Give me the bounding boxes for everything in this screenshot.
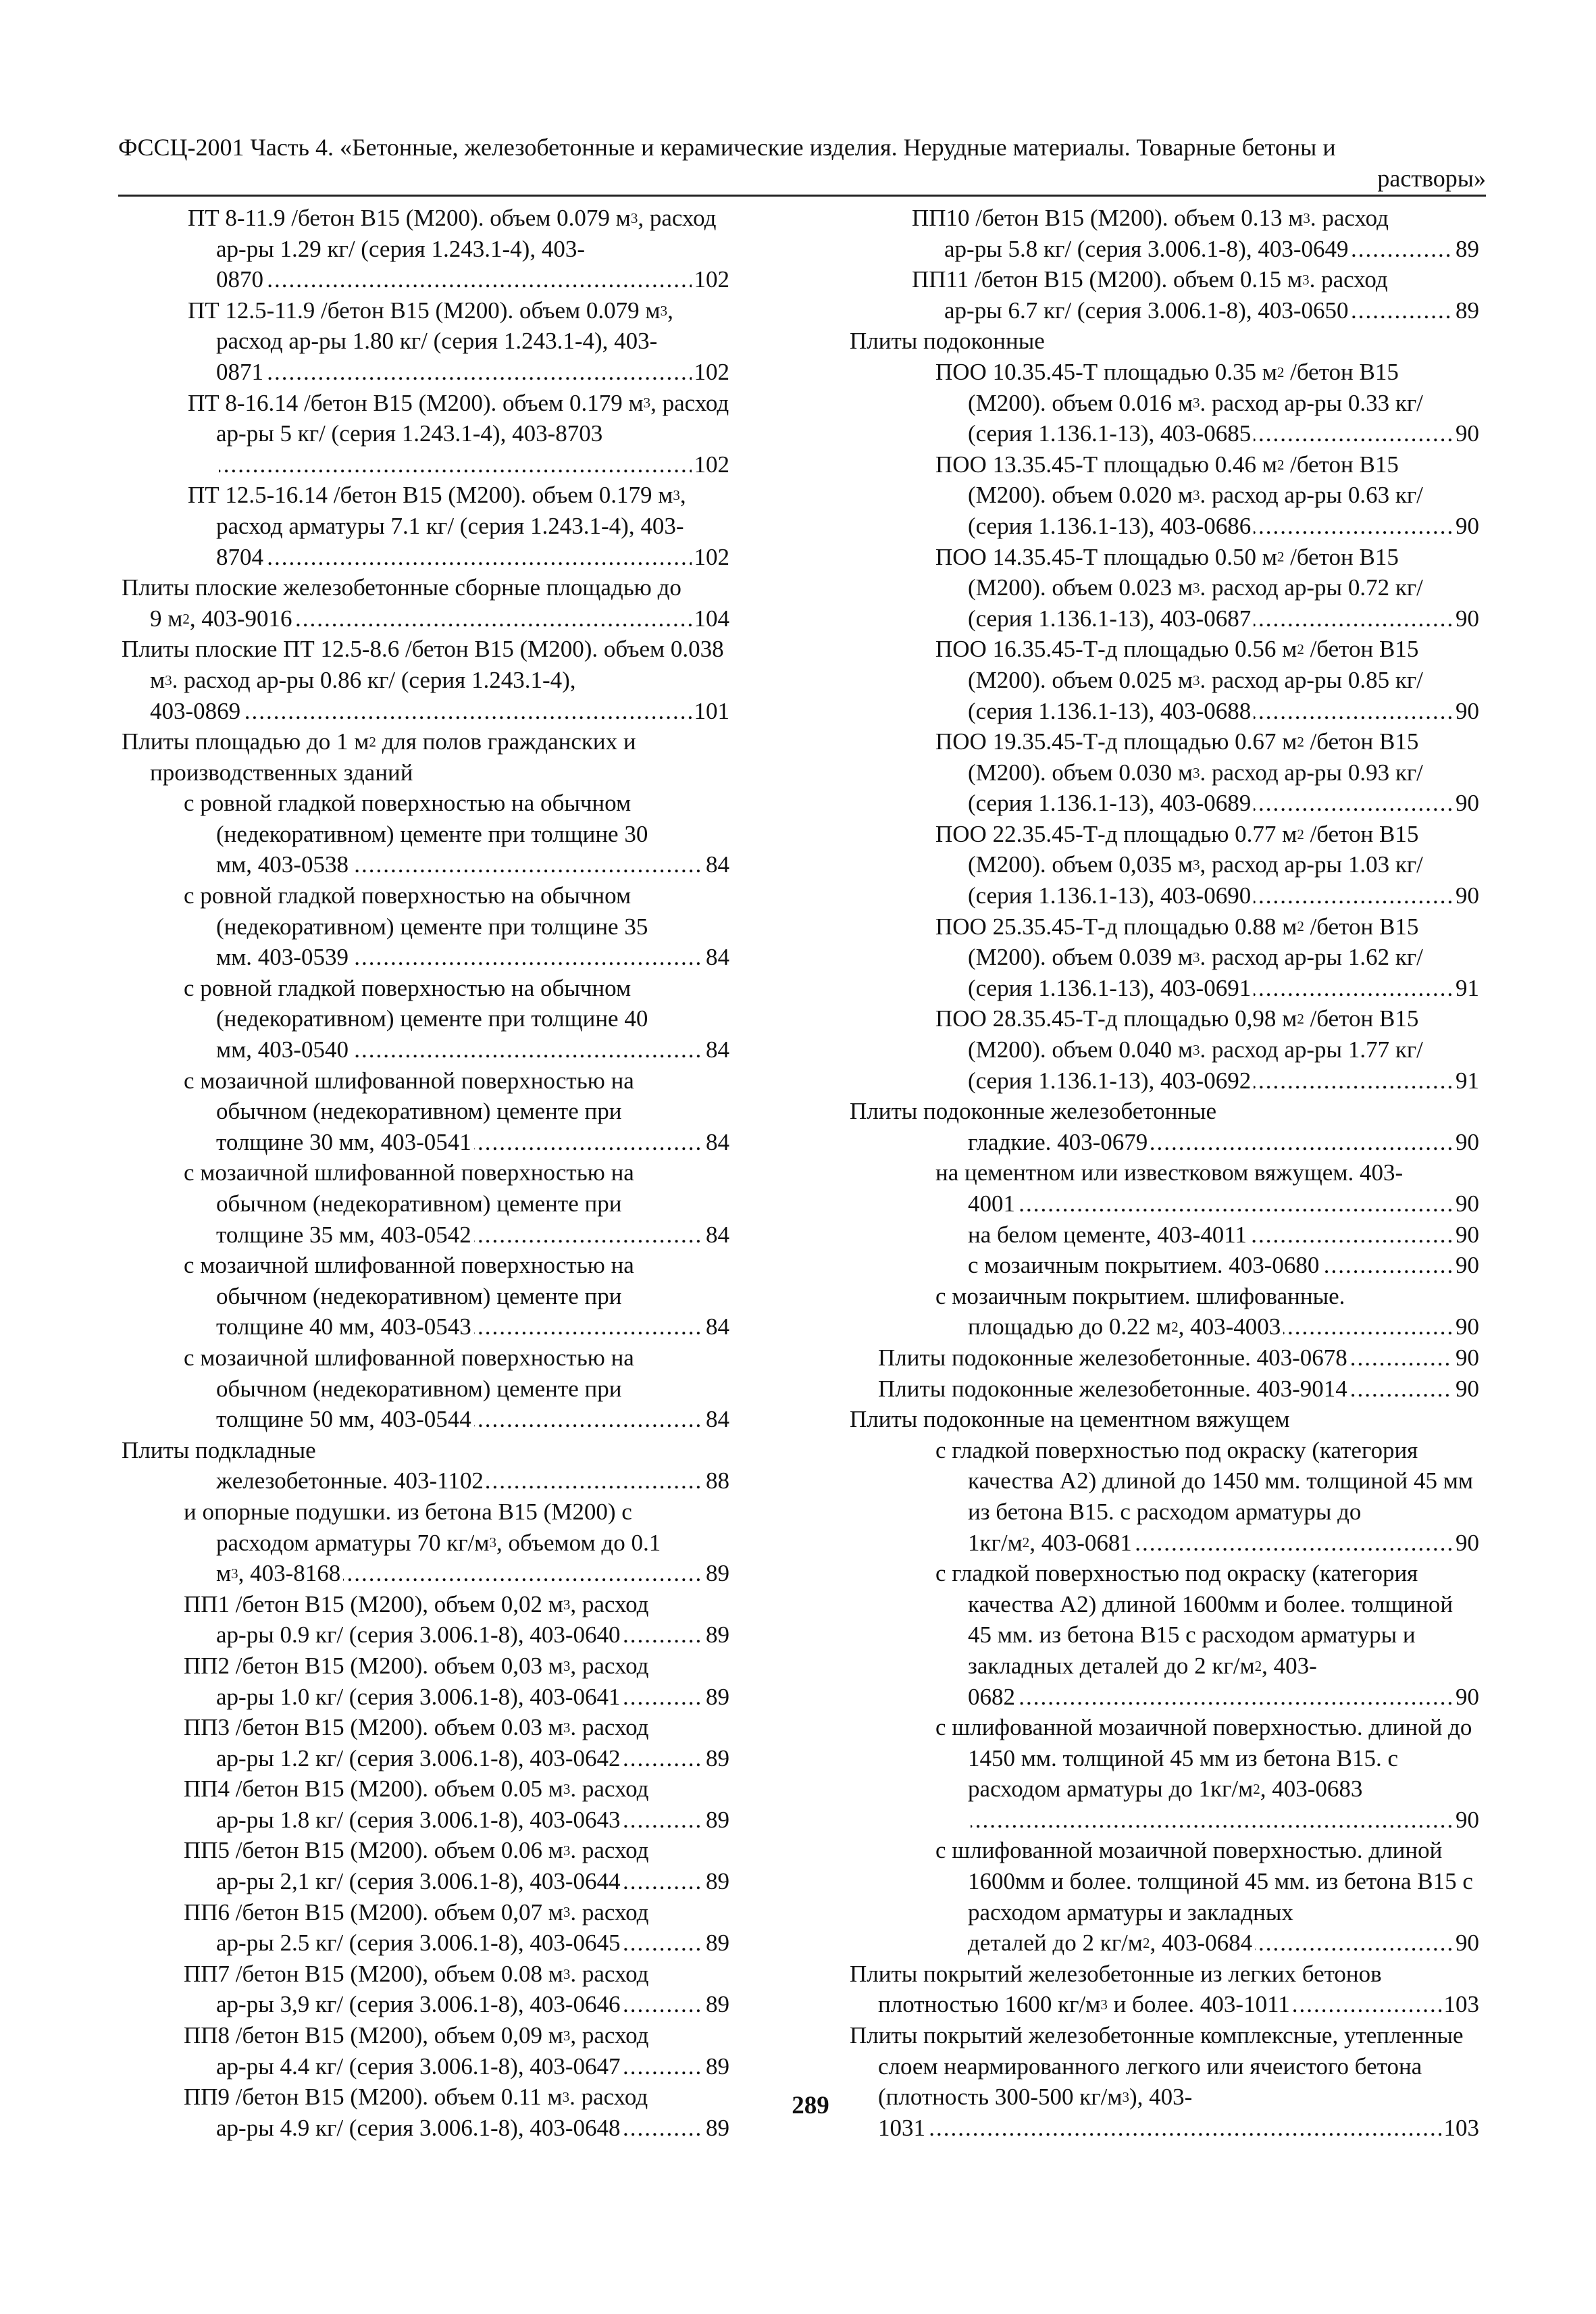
index-entry <box>122 1651 729 1712</box>
entry-leader-line <box>968 1928 1479 1959</box>
entry-leader-line <box>216 1928 729 1959</box>
entry-page-ref: 89 <box>703 1866 729 1897</box>
entry-text: ПОО 14.35.45-Т площадью 0.50 $м^2$ /бетон В15 (М200). объем 0.023 $м^3$. расход ар-ры 0.72 кг/ <box>935 543 1423 601</box>
entry-page-ref: 101 <box>692 696 730 727</box>
index-entry <box>122 880 729 973</box>
entry-tail: с мозаичным покрытием. 403-0680 <box>968 1252 1322 1278</box>
entry-tail: толщине 50 мм, 403-0544 <box>216 1406 474 1432</box>
entry-text: Плиты подкладные <box>122 1436 316 1463</box>
index-entry <box>122 1065 729 1158</box>
entry-tail: ар-ры 2,1 кг/ (серия 3.006.1-8), 403-0644 <box>216 1868 623 1894</box>
entry-tail: на белом цементе, 403-4011 <box>968 1222 1250 1248</box>
index-entry <box>850 634 1479 726</box>
entry-leader-line <box>968 880 1479 911</box>
entry-page-ref: 90 <box>1453 1311 1479 1342</box>
entry-text: с ровной гладкой поверхностью на обычном (недекоративном) цементе при толщине 30 <box>184 790 648 847</box>
entry-leader-line <box>216 1682 729 1713</box>
entry-tail: Плиты подоконные железобетонные. 403-9014 <box>878 1376 1350 1402</box>
entry-page-ref: 84 <box>703 1127 729 1158</box>
index-entry <box>122 2020 729 2082</box>
index-entry <box>122 1465 729 1496</box>
entry-page-ref: 89 <box>703 1805 729 1836</box>
entry-page-ref: 90 <box>1453 788 1479 819</box>
index-entry <box>850 1096 1479 1127</box>
entry-text: Плиты подоконные на цементном вяжущем <box>850 1406 1290 1433</box>
entry-page-ref: 89 <box>1453 295 1479 326</box>
entry-tail: толщине 35 мм, 403-0542 <box>216 1222 474 1248</box>
entry-page-ref: 84 <box>703 1311 729 1342</box>
entry-leader-line <box>216 1219 729 1251</box>
entry-text: ПТ 12.5-11.9 /бетон В15 (М200). объем 0.079 $м^3$, расход ар-ры 1.80 кг/ (серия 1.243.1-4), 403- <box>188 297 673 355</box>
entry-leader-line <box>968 511 1479 542</box>
entry-text: Плиты площадью до 1 $м^2$ для полов гражданских и производственных зданий <box>122 728 636 786</box>
entry-page-ref: 102 <box>692 264 730 295</box>
entry-page-ref: 90 <box>1453 1682 1479 1713</box>
entry-tail: ар-ры 1.2 кг/ (серия 3.006.1-8), 403-0642 <box>216 1745 623 1771</box>
entry-leader-line <box>968 1805 1479 1836</box>
entry-text: с ровной гладкой поверхностью на обычном (недекоративном) цементе при толщине 35 <box>184 882 648 940</box>
entry-page-ref: 102 <box>692 357 730 388</box>
entry-page-ref: 90 <box>1453 1805 1479 1836</box>
entry-text: Плиты покрытий железобетонные комплексные, утепленные слоем неармированного легкого или ячеистого бетона (плотность 300-500 $кг/м^3$), 403- <box>850 2022 1464 2111</box>
entry-text: с гладкой поверхностью под окраску (категория качества А2) длиной 1600мм и более. толщиной 45 мм. из бетона В15 с расходом арматуры и закладных деталей до 2 $кг/м^2$, 403- <box>935 1560 1453 1679</box>
entry-leader-line <box>216 357 729 388</box>
index-entry <box>850 1374 1479 1405</box>
index-entry <box>122 1959 729 2020</box>
index-entry <box>122 1712 729 1774</box>
entry-text: с гладкой поверхностью под окраску (категория качества А2) длиной до 1450 мм. толщиной 45 мм из бетона В15. с расходом арматуры до <box>935 1436 1474 1525</box>
entry-tail: (серия 1.136.1-13), 403-0691 <box>968 975 1254 1001</box>
entry-leader-line <box>216 1619 729 1651</box>
entry-page-ref: 90 <box>1453 1928 1479 1959</box>
entry-tail: гладкие. 403-0679 <box>968 1129 1150 1155</box>
entry-text: ПОО 10.35.45-Т площадью 0.35 $м^2$ /бетон В15 (М200). объем 0.016 $м^3$. расход ар-ры 0.33 кг/ <box>935 358 1423 416</box>
entry-text: ПП4 /бетон В15 (М200). объем 0.05 $м^3$. расход <box>184 1776 649 1803</box>
header-line-2: растворы» <box>1377 165 1486 192</box>
entry-leader-line <box>216 1866 729 1897</box>
entry-leader-line <box>878 1989 1479 2020</box>
entry-leader-line <box>216 1127 729 1158</box>
entry-text: Плиты плоские железобетонные сборные площадью до <box>122 574 681 601</box>
entry-page-ref: 91 <box>1453 973 1479 1004</box>
header-rule <box>118 195 1486 197</box>
entry-text: ПП5 /бетон В15 (М200). объем 0.06 $м^3$. расход <box>184 1837 649 1864</box>
index-entry <box>850 264 1479 326</box>
entry-page-ref: 103 <box>1441 1989 1480 2020</box>
entry-tail: (серия 1.136.1-13), 403-0686 <box>968 513 1254 539</box>
entry-text: ПОО 28.35.45-Т-д площадью 0,98 $м^2$ /бетон В15 (М200). объем 0.040 $м^3$. расход ар-ры 1.77 кг/ <box>935 1005 1423 1063</box>
entry-page-ref: 90 <box>1453 603 1479 634</box>
entry-text: ПТ 8-11.9 /бетон В15 (М200). объем 0.079 $м^3$, расход ар-ры 1.29 кг/ (серия 1.243.1-4), 403- <box>188 205 717 262</box>
index-entry <box>122 480 729 572</box>
index-entry <box>122 973 729 1065</box>
entry-page-ref: 104 <box>692 603 730 634</box>
entry-text: ПТ 8-16.14 /бетон В15 (М200). объем 0.179 $м^3$, расход ар-ры 5 кг/ (серия 1.243.1-4), 403-8703 <box>188 389 729 447</box>
entry-tail <box>216 451 219 478</box>
entry-text: с шлифованной мозаичной поверхностью. длиной до 1450 мм. толщиной 45 мм из бетона В15. с расходом арматуры до $1кг/м^2$, 403-0683 <box>935 1714 1472 1803</box>
entry-page-ref: 90 <box>1453 1528 1479 1559</box>
entry-tail: (серия 1.136.1-13), 403-0685 <box>968 420 1254 447</box>
entry-page-ref: 90 <box>1453 418 1479 449</box>
entry-leader-line <box>968 418 1479 449</box>
index-entry <box>850 357 1479 449</box>
index-entry <box>122 1835 729 1896</box>
index-entry <box>122 1589 729 1651</box>
entry-tail: плотностью 1600 $кг/м^3$ и более. 403-1011 <box>878 1991 1293 2017</box>
index-entry <box>850 1127 1479 1158</box>
entry-leader-line <box>216 1805 729 1836</box>
index-entry <box>122 572 729 634</box>
entry-tail: толщине 30 мм, 403-0541 <box>216 1129 474 1155</box>
entry-page-ref: 89 <box>703 1619 729 1651</box>
entry-text: ПП6 /бетон В15 (М200). объем 0,07 $м^3$. расход <box>184 1898 649 1926</box>
entry-leader-line <box>216 264 729 295</box>
entry-text: ПОО 25.35.45-Т-д площадью 0.88 $м^2$ /бетон В15 (М200). объем 0.039 $м^3$. расход ар-ры 1.62 кг/ <box>935 913 1423 971</box>
entry-page-ref: 90 <box>1453 511 1479 542</box>
entry-leader-line <box>216 849 729 880</box>
entry-page-ref: 89 <box>703 1989 729 2020</box>
entry-page-ref: 90 <box>1453 1250 1479 1281</box>
index-entry <box>850 326 1479 357</box>
entry-page-ref: 89 <box>703 1743 729 1774</box>
entry-text: ПОО 13.35.45-Т площадью 0.46 $м^2$ /бетон В15 (М200). объем 0.020 $м^3$. расход ар-ры 0.63 кг/ <box>935 451 1423 509</box>
entry-leader-line <box>968 1127 1479 1158</box>
entry-page-ref: 89 <box>703 1558 729 1589</box>
entry-text: ПОО 22.35.45-Т-д площадью 0.77 $м^2$ /бетон В15 (М200). объем 0,035 $м^3$, расход ар-ры 1.03 кг/ <box>935 820 1423 878</box>
entry-leader-line <box>968 603 1479 634</box>
entry-page-ref: 89 <box>703 2113 729 2144</box>
entry-leader-line <box>968 1219 1479 1251</box>
index-entry <box>122 1250 729 1342</box>
entry-tail: 1031 <box>878 2115 928 2141</box>
entry-text: ПП9 /бетон В15 (М200). объем 0.11 $м^3$. расход <box>184 2084 648 2111</box>
entry-text: Плиты подоконные железобетонные <box>850 1098 1217 1125</box>
entry-text: ПП11 /бетон В15 (М200). объем 0.15 $м^3$. расход <box>912 266 1388 293</box>
entry-tail: мм. 403-0539 <box>216 944 351 970</box>
index-entry <box>850 1281 1479 1342</box>
index-entry <box>850 449 1479 542</box>
index-entry <box>122 1496 729 1589</box>
entry-tail: (серия 1.136.1-13), 403-0690 <box>968 882 1254 909</box>
entry-page-ref: 90 <box>1453 1127 1479 1158</box>
entry-tail: (серия 1.136.1-13), 403-0689 <box>968 790 1254 816</box>
entry-leader-line <box>216 1034 729 1065</box>
entry-page-ref: 88 <box>703 1465 729 1496</box>
index-entry <box>122 2082 729 2143</box>
entry-text: и опорные подушки. из бетона В15 (М200) с расходом арматуры 70 $кг/м^3$, объемом до 0.1 <box>184 1498 661 1556</box>
entry-tail: (серия 1.136.1-13), 403-0688 <box>968 698 1254 724</box>
index-entry <box>122 1774 729 1835</box>
entry-leader-line <box>878 2113 1479 2144</box>
entry-page-ref: 84 <box>703 849 729 880</box>
index-entry <box>850 1435 1479 1558</box>
entry-page-ref: 90 <box>1453 880 1479 911</box>
entry-leader-line <box>944 295 1479 326</box>
entry-tail: площадью до 0.22 $м^2$, 403-4003 <box>968 1313 1283 1340</box>
entry-leader-line <box>216 1404 729 1435</box>
entry-page-ref: 89 <box>1453 234 1479 265</box>
entry-text: с мозаичной шлифованной поверхностью на обычном (недекоративном) цементе при <box>184 1252 634 1309</box>
entry-text: ПП8 /бетон В15 (М200), объем 0,09 $м^3$, расход <box>184 2022 649 2049</box>
entry-leader-line <box>216 1465 729 1496</box>
entry-page-ref: 84 <box>703 1404 729 1435</box>
entry-page-ref: 89 <box>703 2051 729 2082</box>
index-entry <box>122 1435 729 1466</box>
entry-tail: мм, 403-0538 <box>216 851 351 878</box>
index-entry <box>122 295 729 388</box>
index-entry <box>850 726 1479 819</box>
entry-page-ref: 89 <box>703 1682 729 1713</box>
index-entry <box>850 2020 1479 2143</box>
entry-leader-line <box>150 603 729 634</box>
entry-tail: (серия 1.136.1-13), 403-0692 <box>968 1067 1254 1094</box>
entry-tail: 4001 <box>968 1190 1018 1217</box>
index-entry <box>122 634 729 726</box>
entry-text: ПП7 /бетон В15 (М200), объем 0.08 $м^3$. расход <box>184 1960 649 1987</box>
index-entry <box>122 1157 729 1250</box>
entry-page-ref: 103 <box>1441 2113 1480 2144</box>
entry-tail: ар-ры 4.9 кг/ (серия 3.006.1-8), 403-0648 <box>216 2115 623 2141</box>
entry-tail: 0870 <box>216 266 266 293</box>
entry-text: ПП2 /бетон В15 (М200). объем 0,03 $м^3$, расход <box>184 1652 649 1679</box>
entry-text: ПП3 /бетон В15 (М200). объем 0.03 $м^3$. расход <box>184 1714 649 1741</box>
entry-leader-line <box>216 449 729 480</box>
entry-leader-line <box>216 942 729 973</box>
index-entry <box>850 203 1479 264</box>
running-header <box>118 132 1486 194</box>
entry-tail: деталей до 2 $кг/м^2$, 403-0684 <box>968 1930 1255 1956</box>
entry-text: Плиты плоские ПТ 12.5-8.6 /бетон В15 (М200). объем 0.038 $м^3$. расход ар-ры 0.86 кг/ (серия 1.243.1-4), <box>122 636 724 693</box>
index-entry <box>850 542 1479 634</box>
entry-tail: ар-ры 1.8 кг/ (серия 3.006.1-8), 403-0643 <box>216 1807 623 1833</box>
entry-leader-line <box>216 1558 729 1589</box>
entry-tail: ар-ры 0.9 кг/ (серия 3.006.1-8), 403-0640 <box>216 1621 623 1648</box>
entry-leader-line <box>216 542 729 573</box>
entry-text: ПП10 /бетон В15 (М200). объем 0.13 $м^3$. расход <box>912 205 1389 231</box>
entry-leader-line <box>968 1065 1479 1097</box>
entry-leader-line <box>216 1311 729 1342</box>
entry-leader-line <box>968 788 1479 819</box>
index-entry <box>850 819 1479 911</box>
entry-tail: ар-ры 5.8 кг/ (серия 3.006.1-8), 403-0649 <box>944 236 1352 262</box>
entry-page-ref: 90 <box>1453 1219 1479 1251</box>
entry-leader-line <box>968 1250 1479 1281</box>
entry-tail: 0682 <box>968 1684 1018 1710</box>
entry-text: ПОО 19.35.45-Т-д площадью 0.67 $м^2$ /бетон В15 (М200). объем 0.030 $м^3$. расход ар-ры 0.93 кг/ <box>935 728 1423 786</box>
entry-leader-line <box>216 1743 729 1774</box>
entry-page-ref: 90 <box>1453 1342 1479 1374</box>
entry-page-ref: 91 <box>1453 1065 1479 1097</box>
index-entry <box>122 788 729 880</box>
entry-text: Плиты подоконные <box>850 328 1045 355</box>
entry-tail: Плиты подоконные железобетонные. 403-0678 <box>878 1344 1350 1371</box>
entry-leader-line <box>216 2051 729 2082</box>
index-column-left <box>122 203 729 2143</box>
entry-tail: 0871 <box>216 359 266 385</box>
entry-leader-line <box>216 1989 729 2020</box>
entry-text: на цементном или известковом вяжущем. 403- <box>935 1159 1404 1186</box>
index-column-right <box>850 203 1479 2143</box>
entry-text: ПП1 /бетон В15 (М200), объем 0,02 $м^3$, расход <box>184 1590 649 1617</box>
entry-leader-line <box>150 696 729 727</box>
entry-tail: ар-ры 3,9 кг/ (серия 3.006.1-8), 403-0646 <box>216 1991 623 2017</box>
index-entry <box>850 1003 1479 1096</box>
index-entry <box>850 1342 1479 1374</box>
entry-text: с мозаичной шлифованной поверхностью на обычном (недекоративном) цементе при <box>184 1067 634 1125</box>
entry-page-ref: 102 <box>692 449 730 480</box>
entry-tail: 8704 <box>216 544 266 570</box>
index-entry <box>122 726 729 788</box>
entry-page-ref: 84 <box>703 1034 729 1065</box>
entry-leader-line <box>878 1374 1479 1405</box>
entry-text: с ровной гладкой поверхностью на обычном (недекоративном) цементе при толщине 40 <box>184 974 648 1032</box>
entry-text: Плиты покрытий железобетонные из легких бетонов <box>850 1960 1382 1987</box>
index-entry <box>122 388 729 480</box>
entry-tail: $м^3$, 403-8168 <box>216 1560 343 1586</box>
index-entry <box>122 1897 729 1959</box>
index-entry <box>850 1404 1479 1435</box>
entry-tail: 403-0869 <box>150 698 243 724</box>
entry-text: ПТ 12.5-16.14 /бетон В15 (М200). объем 0.179 $м^3$, расход арматуры 7.1 кг/ (серия 1.243.1-4), 403- <box>188 482 686 539</box>
entry-tail: толщине 40 мм, 403-0543 <box>216 1313 474 1340</box>
entry-leader-line <box>968 973 1479 1004</box>
entry-leader-line <box>968 1188 1479 1219</box>
entry-page-ref: 102 <box>692 542 730 573</box>
index-entry <box>122 203 729 295</box>
entry-tail: ар-ры 2.5 кг/ (серия 3.006.1-8), 403-0645 <box>216 1930 623 1956</box>
index-entry <box>850 1959 1479 2020</box>
page-number: 289 <box>792 2092 829 2119</box>
entry-page-ref: 90 <box>1453 1374 1479 1405</box>
index-entry <box>850 1712 1479 1835</box>
entry-text: с мозаичной шлифованной поверхностью на обычном (недекоративном) цементе при <box>184 1159 634 1217</box>
entry-leader-line <box>968 696 1479 727</box>
index-entry <box>122 1342 729 1435</box>
entry-text: ПОО 16.35.45-Т-д площадью 0.56 $м^2$ /бетон В15 (М200). объем 0.025 $м^3$. расход ар-ры 0.85 кг/ <box>935 636 1423 693</box>
index-entry <box>850 1157 1479 1219</box>
index-entry <box>850 1835 1479 1958</box>
entry-leader-line <box>968 1528 1479 1559</box>
entry-tail: ар-ры 4.4 кг/ (серия 3.006.1-8), 403-0647 <box>216 2053 623 2080</box>
index-entry <box>850 911 1479 1004</box>
entry-page-ref: 90 <box>1453 696 1479 727</box>
entry-tail: ар-ры 1.0 кг/ (серия 3.006.1-8), 403-0641 <box>216 1684 623 1710</box>
index-entry <box>850 1558 1479 1712</box>
index-entry <box>850 1250 1479 1281</box>
entry-text: с мозаичным покрытием. шлифованные. <box>935 1282 1345 1309</box>
entry-page-ref: 84 <box>703 1219 729 1251</box>
entry-leader-line <box>216 2113 729 2144</box>
entry-tail: ар-ры 6.7 кг/ (серия 3.006.1-8), 403-0650 <box>944 297 1352 324</box>
entry-page-ref: 84 <box>703 942 729 973</box>
entry-tail: (серия 1.136.1-13), 403-0687 <box>968 605 1254 632</box>
entry-tail: железобетонные. 403-1102 <box>216 1467 486 1494</box>
entry-tail: мм, 403-0540 <box>216 1036 351 1063</box>
header-line-1: ФССЦ-2001 Часть 4. «Бетонные, железобетонные и керамические изделия. Нерудные материалы. Товарные бетоны и <box>118 134 1336 161</box>
index-entry <box>850 1219 1479 1251</box>
entry-tail: $1кг/м^2$, 403-0681 <box>968 1530 1135 1556</box>
entry-leader-line <box>878 1342 1479 1374</box>
entry-leader-line <box>968 1311 1479 1342</box>
entry-text: с мозаичной шлифованной поверхностью на обычном (недекоративном) цементе при <box>184 1344 634 1402</box>
entry-tail <box>968 1807 971 1833</box>
entry-tail: 9 $м^2$, 403-9016 <box>150 605 295 632</box>
entry-text: с шлифованной мозаичной поверхностью. длиной 1600мм и более. толщиной 45 мм. из бетона В15 с расходом арматуры и закладных <box>935 1837 1473 1926</box>
entry-leader-line <box>944 234 1479 265</box>
entry-page-ref: 90 <box>1453 1188 1479 1219</box>
entry-page-ref: 89 <box>703 1928 729 1959</box>
entry-leader-line <box>968 1682 1479 1713</box>
